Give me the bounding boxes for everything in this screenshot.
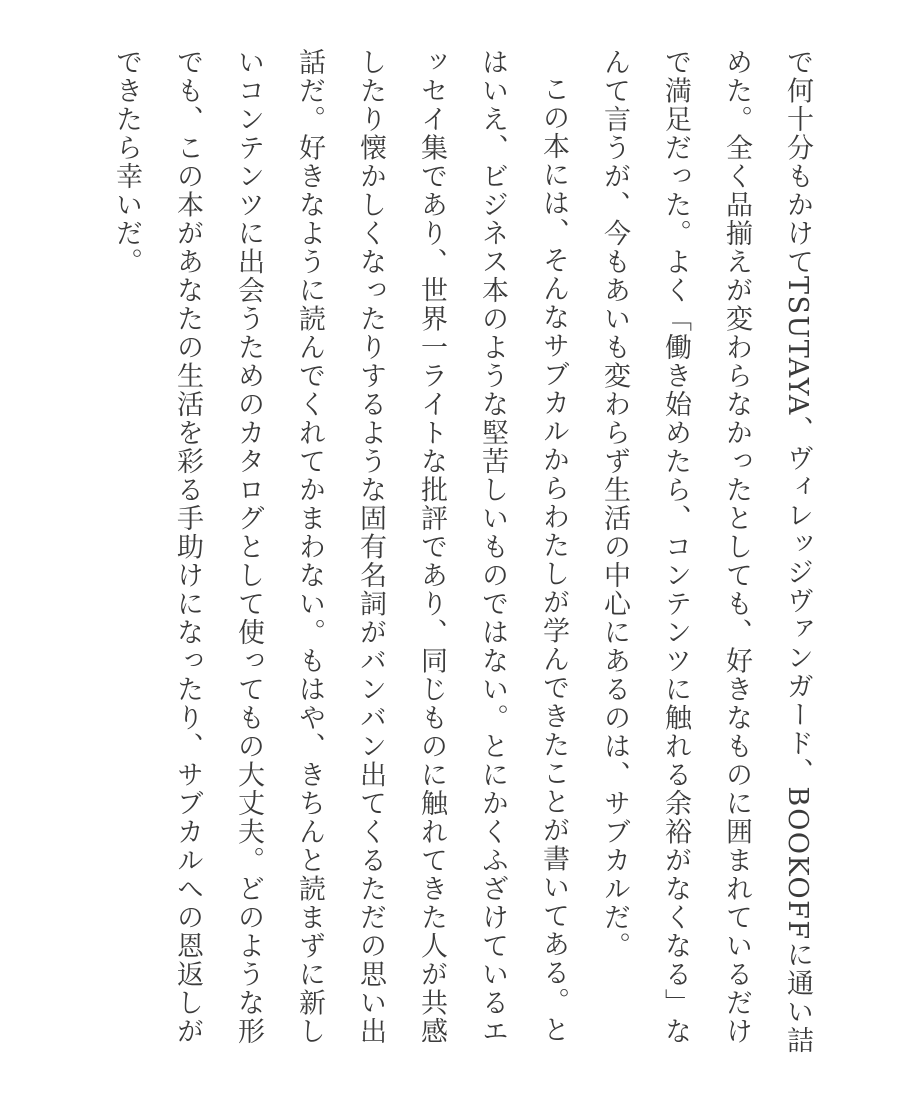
vertical-text-block [96, 48, 828, 1058]
paragraph-2: この本には、そんなサブカルからわたしが学んできたことが書いてある。とはいえ、ビジネス本のような堅苦しいものではない。とにかくふざけているエッセイ集であり、世界一ライトな批評であり、同じものに触れてきた人が共感したり懐かしくなったりするような固有名詞がバンバン出てくるただの思い出話だ。好きなように読んでくれてかまわない。もはや、きちんと読まずに新しいコンテンツに出会うためのカタログとして使ってもの大丈夫。どのような形でも、この本があなたの生活を彩る手助けになったり、サブカルへの恩返しができたら幸いだ。 [111, 48, 569, 1046]
paragraph-1: で何十分もかけてTSUTAYA、ヴィレッジヴァンガード、BOOKOFFに通い詰めた。全く品揃えが変わらなかったとしても、好きなものに囲まれているだけで満足だった。よく「働き始めたら、コンテンツに触れる余裕がなくなる」なんて言うが、今もあいも変わらず生活の中心にあるのは、サブカルだ。 [599, 48, 813, 1055]
